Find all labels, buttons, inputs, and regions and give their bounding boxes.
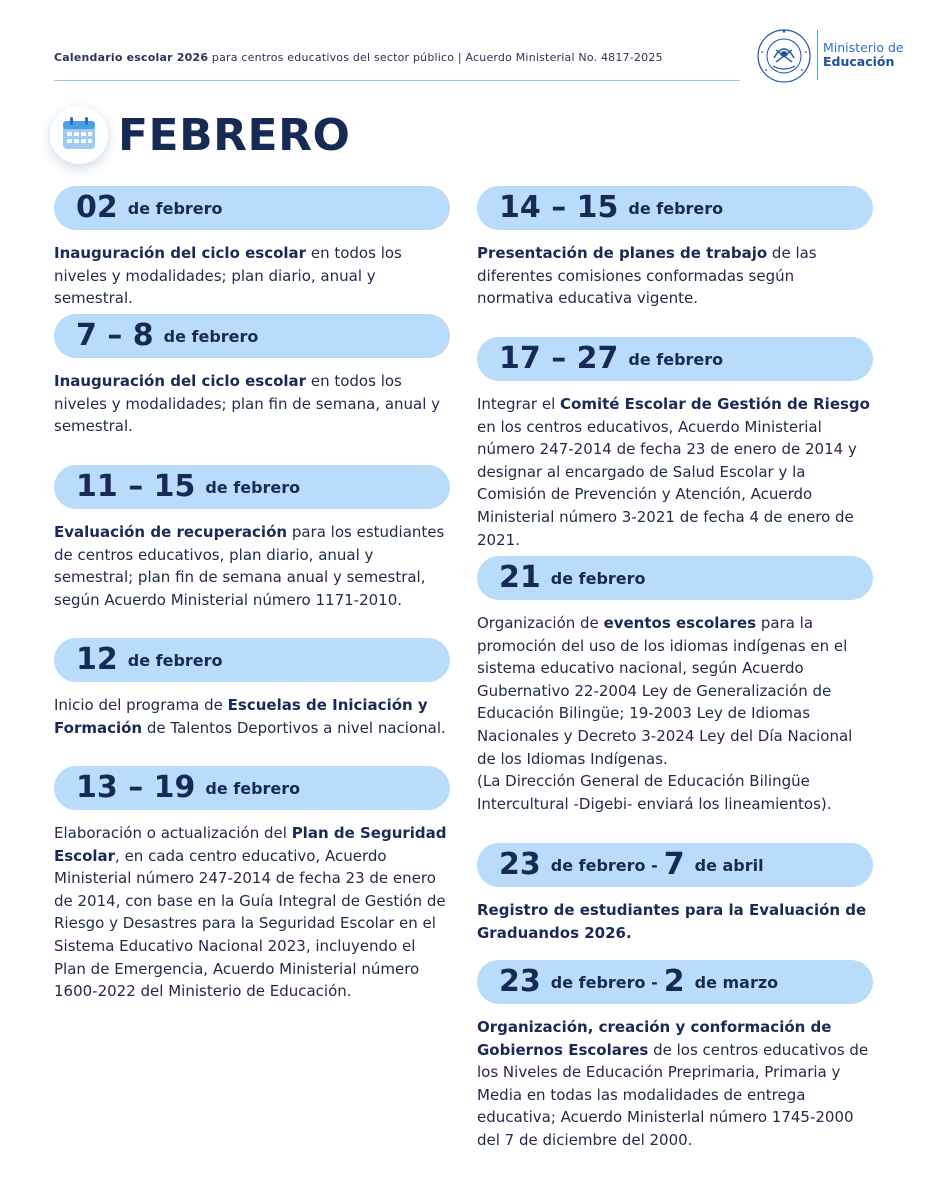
event-description bbox=[477, 393, 873, 551]
event-date-number-end: 2 bbox=[663, 964, 685, 999]
event-date-number: 11 – 15 bbox=[76, 469, 196, 504]
event-description bbox=[477, 1016, 873, 1152]
event-description-highlight: Comité Escolar de Gestión de Riesgo bbox=[560, 395, 870, 413]
event-date-month: de febrero bbox=[205, 778, 301, 798]
event-date-number: 12 bbox=[76, 642, 118, 677]
calendar-badge bbox=[50, 106, 108, 164]
event-description-text: Elaboración o actualización del bbox=[54, 824, 292, 842]
event-description-highlight: eventos escolares bbox=[603, 614, 757, 632]
event-description-text: en todos los niveles y modalidades; plan diario, anual y semestral. bbox=[54, 244, 402, 308]
event-description-highlight: Inauguración del ciclo escolar bbox=[54, 244, 307, 262]
calendar-event bbox=[54, 314, 450, 438]
event-date-number: 14 – 15 bbox=[499, 190, 619, 225]
event-date-pill bbox=[477, 556, 873, 600]
event-date-month: de febrero bbox=[550, 568, 646, 588]
event-description-highlight: Organización, creación y conformación de Gobiernos Escolares bbox=[477, 1018, 832, 1059]
event-description-highlight: Registro de estudiantes para la Evaluación de Graduandos 2026. bbox=[477, 901, 867, 942]
event-description-text: en todos los niveles y modalidades; plan fin de semana, anual y semestral. bbox=[54, 372, 441, 436]
event-date-number: 23 bbox=[499, 964, 541, 999]
header-divider bbox=[54, 80, 740, 81]
event-date-month: de febrero bbox=[628, 349, 724, 369]
event-date-range-label: de febrero - bbox=[550, 855, 658, 875]
month-title: FEBRERO bbox=[118, 110, 351, 161]
event-description bbox=[54, 242, 450, 310]
event-description bbox=[54, 521, 450, 611]
event-description bbox=[477, 612, 873, 815]
event-date-month: de febrero bbox=[163, 326, 259, 346]
calendar-event bbox=[54, 766, 450, 1003]
event-description-text: Inicio del programa de bbox=[54, 696, 228, 714]
calendar-event bbox=[477, 843, 873, 944]
event-date-number: 21 bbox=[499, 560, 541, 595]
header-title-rest: para centros educativos del sector público | Acuerdo Ministerial No. 4817-2025 bbox=[208, 51, 663, 64]
event-date-pill bbox=[477, 960, 873, 1004]
event-description-text: de Talentos Deportivos a nivel nacional. bbox=[142, 718, 446, 737]
event-date-number: 7 – 8 bbox=[76, 318, 154, 353]
ministry-logo bbox=[756, 28, 906, 84]
event-description bbox=[477, 242, 873, 310]
event-description bbox=[54, 694, 450, 739]
event-date-pill bbox=[54, 314, 450, 358]
event-date-number: 23 bbox=[499, 847, 541, 882]
event-date-pill bbox=[54, 465, 450, 509]
event-description-text: de las diferentes comisiones conformadas según normativa educativa vigente. bbox=[477, 244, 817, 308]
event-date-pill bbox=[477, 186, 873, 230]
event-date-range-label: de febrero - bbox=[550, 972, 658, 992]
event-date-pill bbox=[54, 766, 450, 810]
event-description-text: de los centros educativos de los Niveles de Educación Preprimaria, Primaria y Media en todas las modalidades de entrega educativa; Acuerdo Ministerlal número 1745-2000 del 7 de diciembre del 2000. bbox=[477, 1040, 869, 1149]
event-date-pill bbox=[54, 186, 450, 230]
event-description bbox=[54, 822, 450, 1003]
header-title-bold: Calendario escolar 2026 bbox=[54, 51, 209, 64]
event-description bbox=[54, 370, 450, 438]
event-description-text: para los estudiantes de centros educativos, plan diario, anual y semestral; plan fin de semana anual y semestral, según Acuerdo Ministerial número 1171-2010. bbox=[54, 523, 445, 609]
logo-educacion: Educación bbox=[823, 54, 895, 69]
event-description-text: Integrar el bbox=[477, 395, 561, 413]
event-date-month: de febrero bbox=[628, 198, 724, 218]
calendar-event bbox=[54, 186, 450, 310]
event-description-text: en los centros educativos, Acuerdo Ministerial número 247-2014 de fecha 23 de enero de 2014 y designar al encargado de Salud Escolar y la Comisión de Prevención y Atención, Acuerdo Ministerial número 3-2021 de fecha 4 de enero de 2021. bbox=[477, 417, 857, 549]
event-date-number-end: 7 bbox=[663, 847, 685, 882]
calendar-event bbox=[54, 465, 450, 611]
event-date-month: de febrero bbox=[127, 650, 223, 670]
guatemala-seal-icon bbox=[756, 28, 812, 84]
event-date-month: de febrero bbox=[127, 198, 223, 218]
logo-divider bbox=[817, 30, 818, 80]
event-date-number: 17 – 27 bbox=[499, 341, 619, 376]
event-description-text: , en cada centro educativo, Acuerdo Ministerial número 247-2014 de fecha 23 de enero de 2014, con base en la Guía Integral de Gestión de Riesgo y Desastres para la Seguridad Escolar en el Sistema Educativo Nacional 2023, incluyendo el Plan de Emergencia, Acuerdo Ministerial número 1600-2022 del Ministerio de Educación. bbox=[54, 846, 446, 1001]
calendar-event bbox=[477, 960, 873, 1152]
event-description-text: para la promoción del uso de los idiomas indígenas en el sistema educativo nacional, según Acuerdo Gubernativo 22-2004 Ley de Generalización de Educación Bilingüe; 19-2003 Ley de Idiomas Nacionales y Decreto 3-2024 Ley del Día Nacional de los Idiomas Indígenas. bbox=[477, 614, 853, 768]
event-description-highlight: Evaluación de recuperación bbox=[54, 523, 288, 541]
event-description bbox=[477, 899, 873, 944]
event-description-highlight: Plan de Seguridad Escolar bbox=[54, 824, 447, 865]
event-date-month: de abril bbox=[694, 855, 764, 875]
event-description-highlight: Inauguración del ciclo escolar bbox=[54, 372, 307, 390]
event-description-text: Organización de bbox=[477, 614, 604, 632]
calendar-event bbox=[477, 556, 873, 815]
event-date-number: 02 bbox=[76, 190, 118, 225]
calendar-event bbox=[477, 337, 873, 551]
event-description-highlight: Escuelas de Iniciación y Formación bbox=[54, 696, 428, 737]
calendar-event bbox=[477, 186, 873, 310]
event-date-pill bbox=[477, 843, 873, 887]
event-date-month: de marzo bbox=[694, 972, 779, 992]
document-header bbox=[54, 51, 754, 64]
calendar-event bbox=[54, 638, 450, 739]
event-date-pill bbox=[54, 638, 450, 682]
event-date-pill bbox=[477, 337, 873, 381]
event-description-highlight: Presentación de planes de trabajo bbox=[477, 244, 768, 262]
calendar-icon bbox=[61, 116, 97, 152]
event-description-text: (La Dirección General de Educación Bilingüe Intercultural -Digebi- enviará los lineamientos). bbox=[477, 772, 832, 813]
event-date-month: de febrero bbox=[205, 477, 301, 497]
logo-ministerio-de: Ministerio de bbox=[823, 40, 904, 55]
event-date-number: 13 – 19 bbox=[76, 770, 196, 805]
